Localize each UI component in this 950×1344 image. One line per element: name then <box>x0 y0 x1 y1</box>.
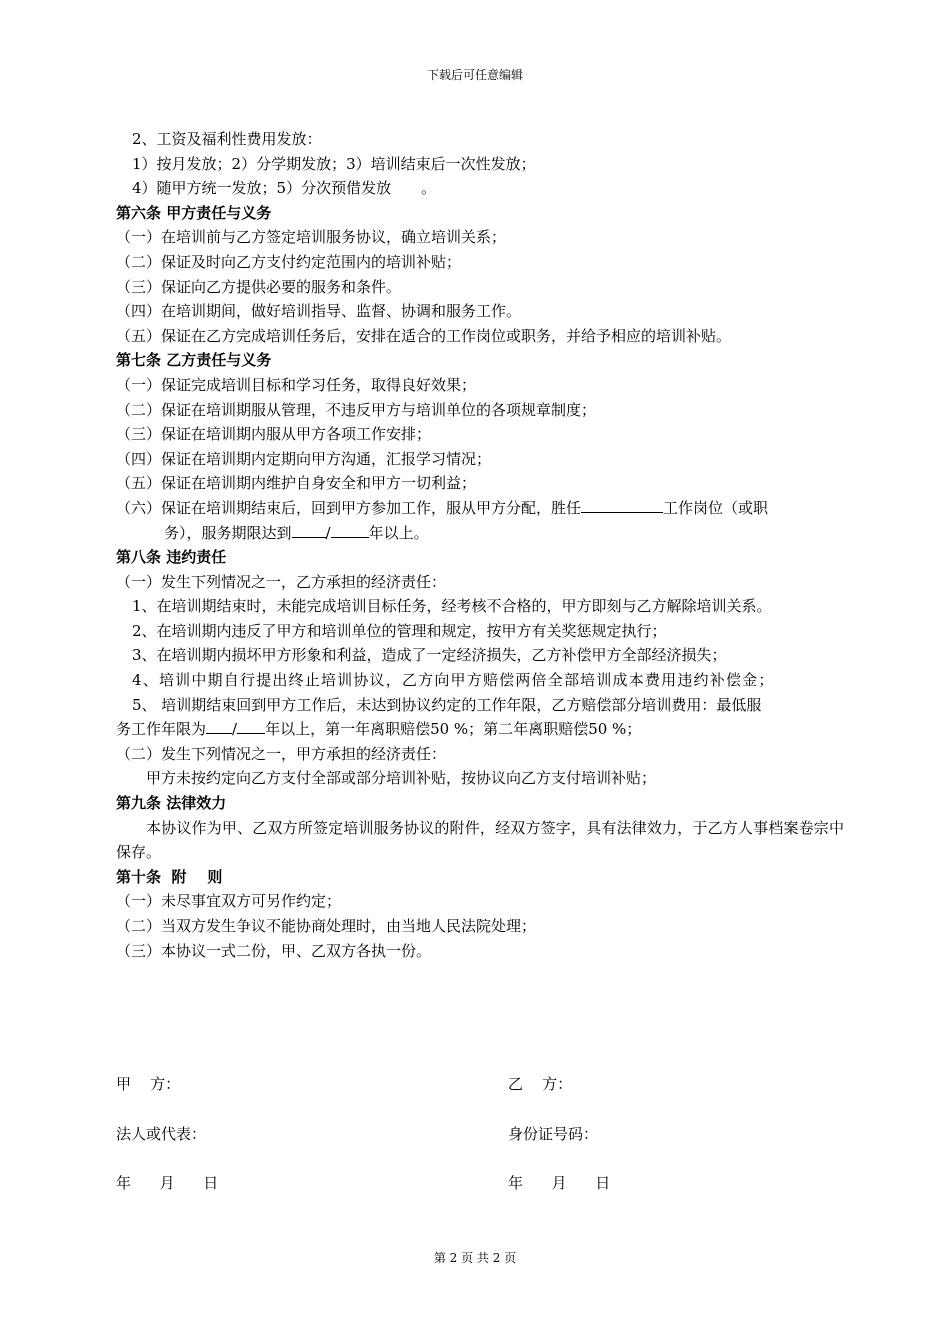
min-years-blank-1 <box>206 717 232 734</box>
article-heading: 第八条 违约责任 <box>116 548 227 567</box>
job-position-blank <box>581 496 663 513</box>
clause-line: （三）保证在培训期内服从甲方各项工作安排； <box>116 425 432 444</box>
clause-line: （二）当双方发生争议不能协商处理时，由当地人民法院处理； <box>116 917 537 935</box>
clause-line: （三）本协议一式二份，甲、乙双方各执一份。 <box>116 941 432 960</box>
date-a-label: 年 月 日 <box>116 1174 219 1192</box>
clause-line: （二）发生下列情况之一，甲方承担的经济责任： <box>116 744 447 763</box>
clause-line: 4、培训中期自行提出终止培训协议，乙方向甲方赔偿两倍全部培训成本费用违约补偿金； <box>132 671 775 690</box>
representative-label: 法人或代表： <box>116 1125 207 1143</box>
clause-line: 甲方未按约定向乙方支付全部或部分培训补贴，按协议向乙方支付培训补贴； <box>146 769 657 788</box>
item6-text-d: 年以上。 <box>368 523 429 542</box>
clause-line: （一）在培训前与乙方签定培训服务协议，确立培训关系； <box>116 228 507 247</box>
clause-line: （二）保证在培训期服从管理，不违反甲方与培训单位的各项规章制度； <box>116 400 597 419</box>
date-b-label: 年 月 日 <box>508 1174 611 1192</box>
clause-line: （二）保证及时向乙方支付约定范围内的培训补贴； <box>116 252 462 271</box>
item6-sep: / <box>325 523 331 542</box>
page-number: 第 2 页 共 2 页 <box>433 1251 517 1265</box>
clause-line-item5: 5、 培训期结束回到甲方工作后，未达到协议约定的工作年限，乙方赔偿部分培训费用：最低服 <box>132 695 762 714</box>
item5-text-b: 务工作年限为 <box>116 720 207 739</box>
clause-line: （四）在培训期间，做好培训指导、监督、协调和服务工作。 <box>116 302 522 321</box>
item6-text-b: 工作岗位（或职 <box>663 498 769 517</box>
document-body <box>116 127 844 963</box>
clause-line: （一）未尽事宜双方可另作约定； <box>116 892 342 911</box>
item6-text-a: （六）保证在培训期结束后，回到甲方参加工作，服从甲方分配，胜任 <box>116 498 582 517</box>
page-header-note: 下载后可任意编辑 <box>426 68 523 82</box>
article-heading: 第九条 法律效力 <box>116 794 227 813</box>
clause-line: （一）发生下列情况之一，乙方承担的经济责任： <box>116 572 447 591</box>
clause-paragraph: 本协议作为甲、乙双方所签定培训服务协议的附件，经双方签字，具有法律效力，于乙方人事档案卷宗中保存。 <box>116 818 844 862</box>
clause-line: （三）保证向乙方提供必要的服务和条件。 <box>116 277 402 296</box>
article-heading: 第七条 乙方责任与义务 <box>116 351 272 370</box>
min-years-blank-2 <box>237 717 265 734</box>
service-years-blank-1 <box>292 521 326 538</box>
party-b-label: 乙 方： <box>508 1075 573 1093</box>
clause-line: 4）随甲方统一发放；5）分次预借发放 。 <box>132 179 437 198</box>
item5-text-c: 年以上，第一年离职赔偿50 %；第二年离职赔偿50 %； <box>265 720 642 739</box>
party-a-label: 甲 方： <box>116 1075 181 1093</box>
clause-line-item5-cont <box>116 717 844 742</box>
clause-line: 1）按月发放；2）分学期发放；3）培训结束后一次性发放； <box>132 154 536 173</box>
article-heading: 第十条 附 则 <box>116 867 223 886</box>
clause-line: （一）保证完成培训目标和学习任务，取得良好效果； <box>116 375 477 394</box>
item6-text-c: 务），服务期限达到 <box>164 523 292 542</box>
clause-line-item6-cont <box>116 521 844 546</box>
clause-line: （五）保证在乙方完成培训任务后，安排在适合的工作岗位或职务，并给予相应的培训补贴。 <box>116 326 732 345</box>
clause-line: 3、在培训期内损坏甲方形象和利益，造成了一定经济损失，乙方补偿甲方全部经济损失； <box>132 646 727 665</box>
item5-sep: / <box>232 720 238 739</box>
clause-line-item6 <box>116 496 844 521</box>
article-heading: 第六条 甲方责任与义务 <box>116 203 272 222</box>
clause-line: （五）保证在培训期内维护自身安全和甲方一切利益； <box>116 474 477 493</box>
clause-line: 2、工资及福利性费用发放： <box>132 130 322 148</box>
service-years-blank-2 <box>331 521 369 538</box>
clause-line: 1、在培训期结束时，未能完成培训目标任务，经考核不合格的，甲方即刻与乙方解除培训关系。 <box>132 597 772 616</box>
id-number-label: 身份证号码： <box>508 1125 599 1143</box>
clause-line: 2、在培训期内违反了甲方和培训单位的管理和规定，按甲方有关奖惩规定执行； <box>132 621 667 640</box>
clause-line: （四）保证在培训期内定期向甲方沟通，汇报学习情况； <box>116 449 492 468</box>
